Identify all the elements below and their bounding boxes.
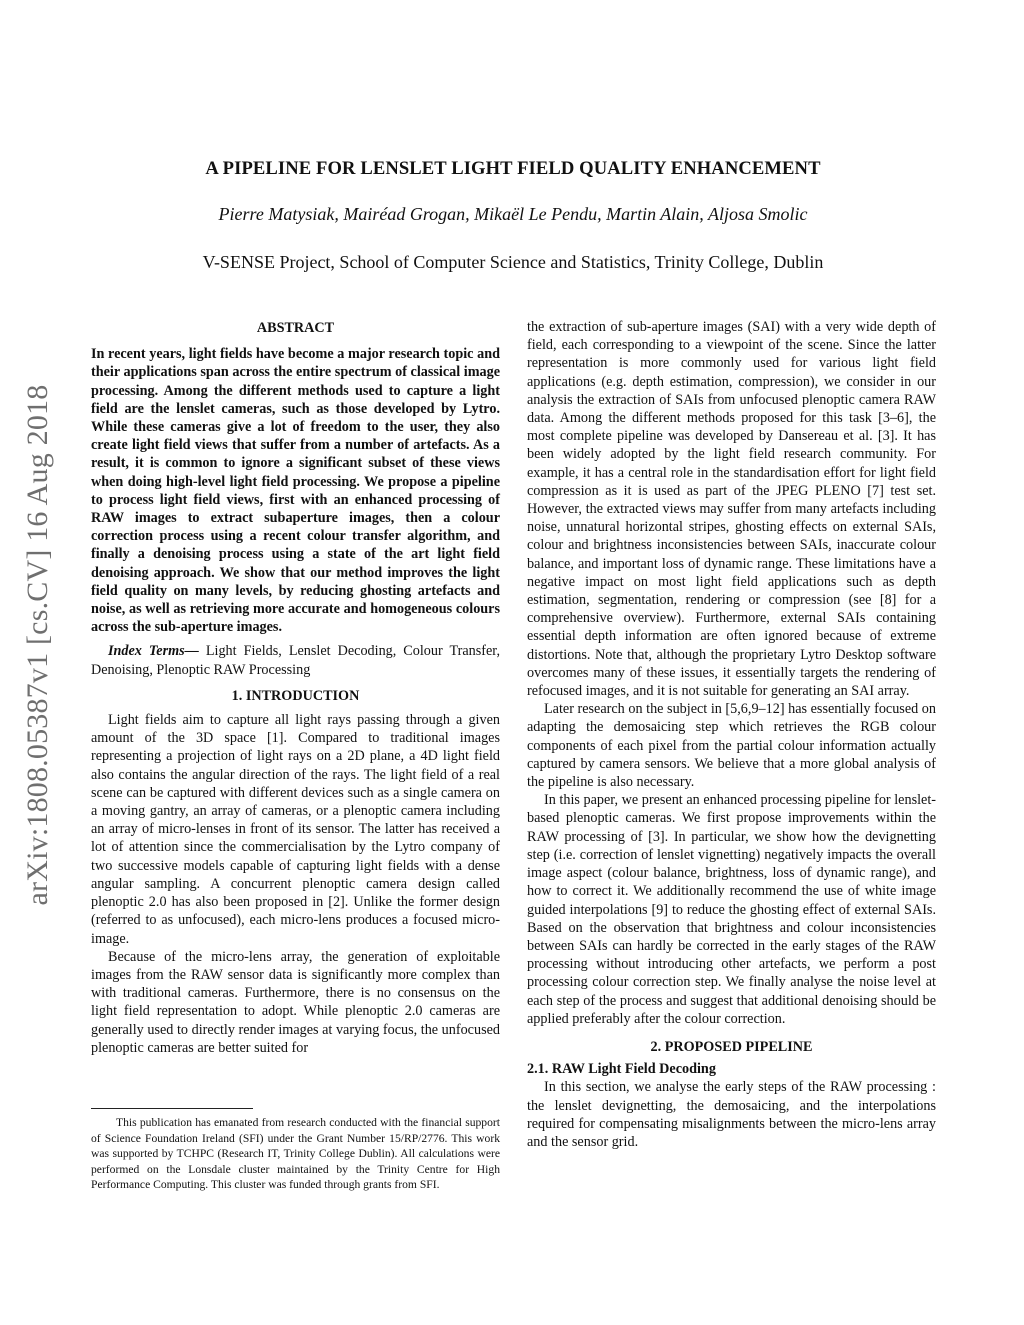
author-list: Pierre Matysiak, Mairéad Grogan, Mikaël Le Pendu, Martin Alain, Aljosa Smolic (218, 204, 808, 224)
index-terms-label: Index Terms— (108, 643, 199, 660)
proposed-paragraph-1: In this section, we analyse the early steps of the RAW processing : the lenslet devignetting, the demosaicing, and the interpolations required for compensating misalignments between the micro-lens array and the sensor grid. (527, 1079, 936, 1150)
paper-title: A PIPELINE FOR LENSLET LIGHT FIELD QUALITY ENHANCEMENT (205, 158, 821, 179)
abstract-text: In recent years, light fields have become a major research topic and their applications span across the entire spectrum of classical image processing. Among the different methods used to capture a light field are the lenslet cameras, such as those developed by Lytro. While these cameras give a lot of freedom to the user, they also create light field views that suffer from a number of artefacts. As a result, it is common to ignore a significant subset of these views when doing high-level light field processing. We propose a pipeline to process light field views, first with an enhanced processing of RAW images to extract subaperture images, then a colour correction process using a recent colour transfer algorithm, and finally a denoising process using a state of the art light field denoising approach. We show that our method improves the light field quality on many levels, by reducing ghosting artefacts and noise, as well as retrieving more accurate and homogeneous colours across the sub-aperture images. (91, 346, 500, 636)
arxiv-identifier[interactable]: arXiv:1808.05387v1 [cs.CV] 16 Aug 2018 (21, 384, 54, 906)
subsection-heading-raw-decoding: 2.1. RAW Light Field Decoding (527, 1061, 716, 1078)
affiliation: V-SENSE Project, School of Computer Science and Statistics, Trinity College, Dublin (202, 252, 824, 272)
index-terms (91, 642, 500, 678)
footnote-divider (91, 1108, 253, 1109)
section-heading-introduction: 1. INTRODUCTION (231, 687, 360, 704)
intro-paragraph-2: Because of the micro-lens array, the generation of exploitable images from the RAW sensor data is significantly more complex than with traditional cameras. Furthermore, there is no consensus on the light field representation to adopt. While plenoptic 2.0 cameras are generally used to directly render images at varying focus, the unfocused plenoptic cameras are better suited for (91, 948, 500, 1056)
intro-paragraph-2-continued: the extraction of sub-aperture images (SAI) with a very wide depth of field, each corresponding to a viewpoint of the scene. Since the latter representation is more commonly used for various light field applications (e.g. depth estimation, compression), we consider in our analysis the extraction of SAIs from unfocused plenoptic camera RAW data. Among the different methods proposed for this task [3–6], the most complete pipeline was developed by Dansereau et al. [3]. It has been widely adopted by the light field research community. For example, it has a central role in the standardisation effort for light field compression as it is used as part of the JPEG PLENO [7] test set. However, the extracted views may suffer from many artefacts including noise, unnatural horizontal stripes, ghosting effects on external SAIs, colour and brightness inconsistencies between SAIs, inaccurate colour balance, and important loss of dynamic range. These limitations have a negative impact on most light field applications such as depth estimation, segmentation, rendering or compression (see [8] for a comprehensive overview). Furthermore, external SAIs containing essential depth information are often ignored because of extreme distortions. Note that, although the proprietary Lytro Desktop software overcomes many of these issues, it essentially targets the rendering of refocused images, and it is not suitable for generating an SAI array. (527, 319, 936, 700)
intro-paragraph-1: Light fields aim to capture all light rays passing through a given amount of the 3D space [1]. Compared to traditional images representing a projection of light rays on a 2D plane, a 4D light field also contains the angular direction of the rays. The light field of a real scene can be captured with different devices such as a single camera on a moving gantry, an array of cameras, or a plenoptic camera including an array of micro-lenses in front of its sensor. The latter has received a lot of attention since the commercialisation by the Lytro company of two successive models capable of capturing light fields with a dense angular sampling. A concurrent plenoptic camera design called plenoptic 2.0 has also been proposed in [2]. Unlike the former design (referred to as unfocused), each micro-lens produces a focused micro-image. (91, 712, 500, 947)
intro-paragraph-4: In this paper, we present an enhanced processing pipeline for lenslet-based plenoptic cameras. We first propose improvements within the RAW processing of [3]. In particular, we show how the devignetting step (i.e. correction of lenslet vignetting) negatively impacts the overall image aspect (colour balance, brightness, loss of dynamic range), and how to correct it. We additionally recommend the use of white image guided interpolations [9] to reduce the ghosting effect of external SAIs. Based on the observation that brightness and colour inconsistencies between SAIs can hardly be corrected in the early stages of the RAW processing without introducing other artefacts, we perform a post processing colour correction step. We finally analyse the noise level at each step of the process and suggest that additional denoising should be applied preferably after the colour correction. (527, 792, 936, 1027)
section-heading-proposed-pipeline: 2. PROPOSED PIPELINE (650, 1038, 813, 1055)
intro-paragraph-3: Later research on the subject in [5,6,9–12] has essentially focused on adapting the demosaicing step which retrieves the RGB colour components of each pixel from the partial colour information actually captured by camera sensors. We believe that a more global analysis of the pipeline is also necessary. (527, 701, 936, 791)
footnote: This publication has emanated from research conducted with the financial support of Science Foundation Ireland (SFI) under the Grant Number 15/RP/2776. This work was supported by TCHPC (Research IT, Trinity College Dublin). All calculations were performed on the Lonsdale cluster maintained by the Trinity Centre for High Performance Computing. This cluster was funded through grants from SFI. (91, 1116, 500, 1192)
abstract-heading: ABSTRACT (256, 320, 335, 336)
index-terms-text: Light Fields, Lenslet Decoding, Colour Transfer, Denoising, Plenoptic RAW Processing (91, 643, 500, 678)
arxiv-sidebar (8, 345, 68, 945)
left-column (91, 318, 500, 1057)
right-column (527, 318, 936, 1151)
